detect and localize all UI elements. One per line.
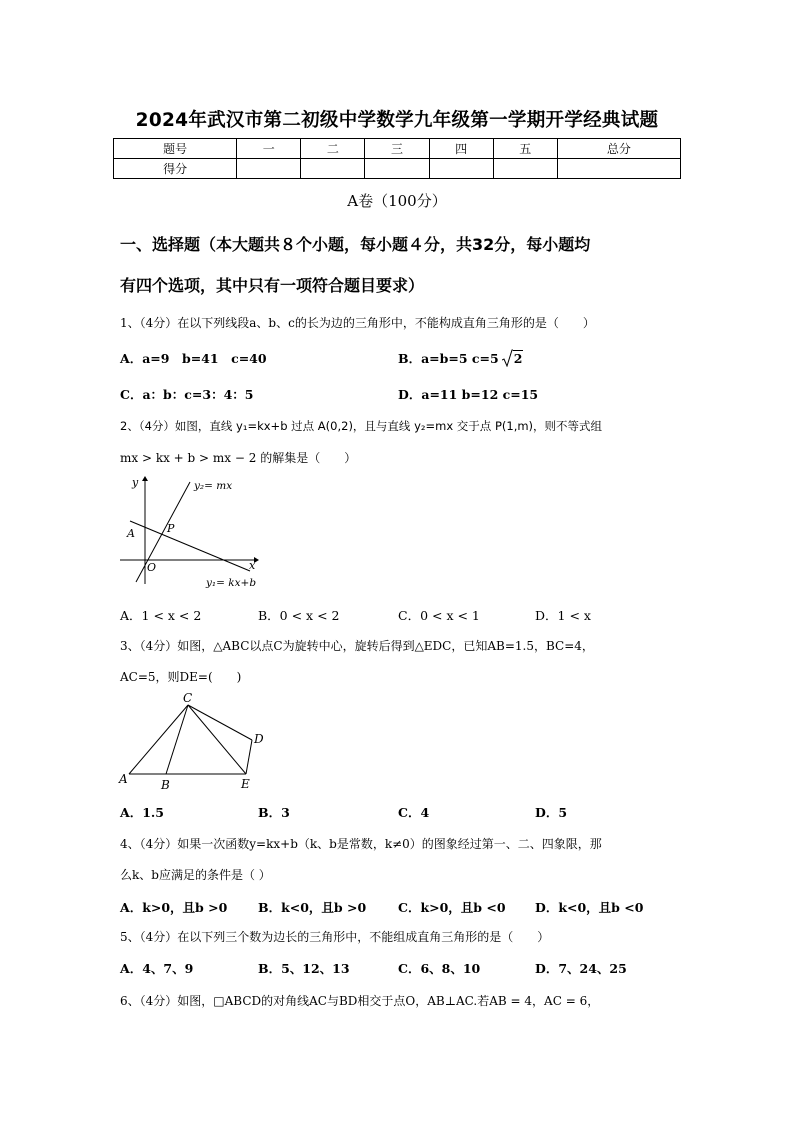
q3-option-a: A．1.5 — [120, 805, 164, 820]
q1-option-c: C．a：b：c=3：4：5 — [120, 387, 254, 402]
q2-option-b: B．0 < x < 2 — [258, 608, 340, 623]
score-table — [113, 138, 681, 179]
score-header-cell: 四 — [429, 139, 493, 159]
score-cell[interactable] — [301, 159, 365, 179]
score-header-cell: 三 — [365, 139, 429, 159]
volume-heading: A卷（100分） — [347, 192, 447, 210]
q4-stem-continued: 么k、b应满足的条件是（ ） — [120, 868, 271, 882]
q2-option-a: A．1 < x < 2 — [120, 608, 202, 623]
score-cell[interactable] — [493, 159, 557, 179]
q2-option-d: D．1 < x — [535, 608, 591, 623]
q6-stem: 6、（4分）如图，□ABCD的对角线AC与BD相交于点O，AB⊥AC.若AB = 4，AC = 6， — [120, 994, 600, 1008]
q3-option-c: C．4 — [398, 805, 430, 820]
y-axis-label: y — [132, 476, 139, 489]
score-table-header-row — [114, 139, 681, 159]
x-axis-label: x — [249, 559, 256, 572]
q4-option-a: A．k>0，且b >0 — [120, 900, 228, 915]
q4-option-d: D．k<0，且b <0 — [535, 900, 644, 915]
q1-option-b-radicand: 2 — [513, 351, 523, 366]
q1-option-b-text: B．a=b=5 c=5 — [398, 351, 499, 366]
q1-stem: 1、（4分）在以下列线段a、b、c的长为边的三角形中，不能构成直角三角形的是（ ） — [120, 316, 595, 330]
score-header-cell: 二 — [301, 139, 365, 159]
q3-option-b: B．3 — [258, 805, 290, 820]
q2-option-c: C．0 < x < 1 — [398, 608, 480, 623]
segment-ce — [188, 705, 246, 774]
exam-title: 2024年武汉市第二初级中学数学九年级第一学期开学经典试题 — [135, 110, 659, 131]
line-y2-label: y₂= mx — [194, 480, 233, 492]
q5-stem: 5、（4分）在以下列三个数为边长的三角形中，不能组成直角三角形的是（ ） — [120, 930, 550, 944]
q3-triangle-figure — [116, 690, 276, 795]
line-y1-label: y₁= kx+b — [206, 577, 257, 589]
score-header-cell: 总分 — [557, 139, 680, 159]
q4-stem: 4、（4分）如果一次函数y=kx+b（k、b是常数，k≠0）的图象经过第一、二、四象限，那 — [120, 837, 602, 851]
vertex-d-label: D — [254, 732, 264, 746]
segment-de — [246, 740, 252, 774]
score-table-score-row — [114, 159, 681, 179]
vertex-a-label: A — [119, 772, 128, 786]
point-a-label: A — [127, 527, 135, 540]
score-cell[interactable] — [365, 159, 429, 179]
score-header-cell: 一 — [237, 139, 301, 159]
q5-option-d: D．7、24、25 — [535, 961, 627, 976]
q5-option-b: B．5、12、13 — [258, 961, 350, 976]
point-p-label: P — [167, 522, 175, 535]
segment-bc — [166, 705, 188, 774]
vertex-e-label: E — [241, 777, 250, 791]
q1-option-b — [398, 349, 523, 367]
vertex-b-label: B — [161, 778, 170, 792]
section-heading-line1: 一、选择题（本大题共８个小题，每小题４分，共32分，每小题均 — [120, 235, 591, 254]
q4-option-b: B．k<0，且b >0 — [258, 900, 367, 915]
score-cell[interactable] — [237, 159, 301, 179]
segment-ac — [129, 705, 188, 774]
q2-graph-figure — [118, 474, 268, 590]
q5-option-c: C．6、8、10 — [398, 961, 481, 976]
q3-stem: 3、（4分）如图，△ABC以点C为旋转中心，旋转后得到△EDC，已知AB=1.5，BC=4， — [120, 639, 594, 653]
score-header-cell: 题号 — [114, 139, 237, 159]
score-row-label: 得分 — [114, 159, 237, 179]
q5-option-a: A．4、7、9 — [120, 961, 194, 976]
q2-stem-inequality: mx > kx + b > mx − 2 的解集是（ ） — [120, 451, 357, 465]
origin-label: O — [147, 561, 157, 574]
q2-stem: 2、（4分）如图，直线 y₁=kx+b 过点 A(0,2)，且与直线 y₂=mx 交于点 P(1,m)，则不等式组 — [120, 419, 603, 433]
vertex-c-label: C — [183, 691, 193, 705]
score-cell[interactable] — [429, 159, 493, 179]
q1-option-d: D．a=11 b=12 c=15 — [398, 387, 539, 402]
q1-option-a: A．a=9 b=41 c=40 — [120, 351, 267, 366]
section-heading-line2: 有四个选项，其中只有一项符合题目要求） — [120, 276, 425, 295]
sqrt-icon — [502, 349, 513, 367]
q4-option-c: C．k>0，且b <0 — [398, 900, 506, 915]
segment-cd — [188, 705, 252, 740]
score-header-cell: 五 — [493, 139, 557, 159]
y-axis-arrow-icon — [142, 476, 148, 481]
score-cell[interactable] — [557, 159, 680, 179]
q3-stem-continued: AC=5，则DE=( ) — [120, 670, 242, 684]
line-y2 — [136, 482, 190, 582]
q3-option-d: D．5 — [535, 805, 568, 820]
